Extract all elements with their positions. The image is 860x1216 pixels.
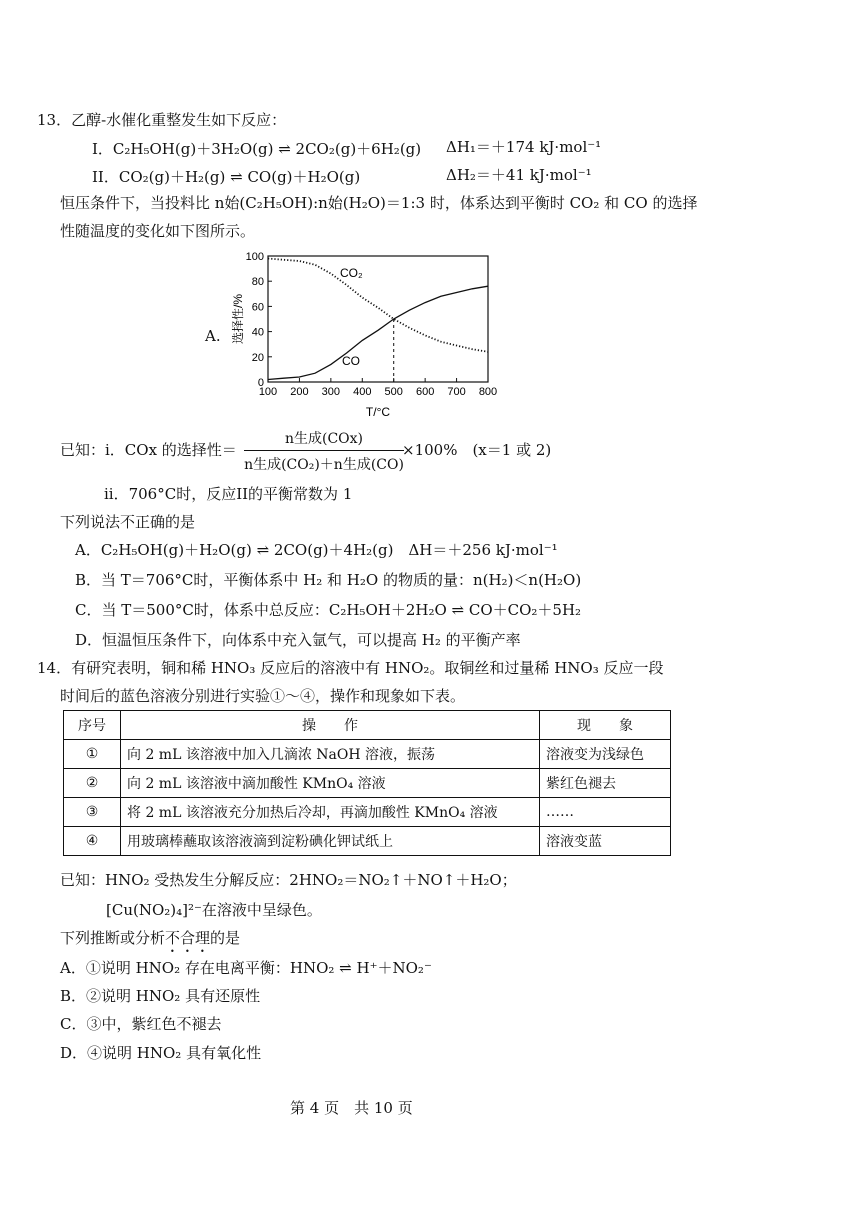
row-phenomenon: 溶液变蓝 — [540, 827, 671, 856]
plot-frame — [268, 256, 488, 382]
q13-option-b: B．当 T＝706°C时，平衡体系中 H₂ 和 H₂O 的物质的量：n(H₂)＜n(H₂O) — [75, 571, 582, 589]
known-ii: ii．706°C时，反应II的平衡常数为 1 — [104, 485, 353, 503]
row-phenomenon: 溶液变为浅绿色 — [540, 740, 671, 769]
x-axis-title: T/°C — [365, 405, 391, 419]
fraction-tail: ×100% (x＝1 或 2) — [402, 441, 552, 459]
y-tick-label: 80 — [251, 276, 264, 289]
q14-stem-line2: 时间后的蓝色溶液分别进行实验①～④，操作和现象如下表。 — [60, 687, 466, 705]
figure-option-label: A. — [205, 327, 221, 345]
q14-known-2: [Cu(NO₂)₄]²⁻在溶液中呈绿色。 — [106, 901, 322, 919]
table-header-row — [64, 711, 671, 740]
row-operation: 向 2 mL 该溶液中加入几滴浓 NaOH 溶液，振荡 — [121, 740, 540, 769]
row-index: ③ — [64, 798, 121, 827]
q14-option-d: D．④说明 HNO₂ 具有氧化性 — [60, 1044, 262, 1062]
page-footer: 第 4 页 共 10 页 — [290, 1099, 413, 1117]
y-tick-label: 0 — [257, 377, 264, 389]
y-tick-label: 40 — [251, 326, 264, 339]
row-phenomenon: 紫红色褪去 — [540, 769, 671, 798]
fraction-numerator: n生成(COx) — [284, 431, 364, 447]
y-tick-label: 100 — [245, 251, 264, 263]
x-tick-label: 400 — [353, 386, 372, 398]
table-row — [64, 827, 671, 856]
header-index: 序号 — [64, 711, 121, 740]
fraction-bar — [244, 450, 404, 451]
x-tick-label: 800 — [478, 386, 498, 398]
series-line-co — [268, 286, 488, 379]
header-phenomenon: 现 象 — [540, 711, 671, 740]
q13-reaction-1-enthalpy: ΔH₁＝＋174 kJ·mol⁻¹ — [446, 138, 602, 156]
fraction-denominator: n生成(CO₂)＋n生成(CO) — [244, 457, 404, 473]
row-index: ④ — [64, 827, 121, 856]
series-label-co2: CO₂ — [340, 266, 363, 280]
q13-ask: 下列说法不正确的是 — [60, 513, 196, 531]
header-operation: 操 作 — [121, 711, 540, 740]
row-phenomenon: …… — [540, 798, 671, 827]
q13-reaction-2-enthalpy: ΔH₂＝＋41 kJ·mol⁻¹ — [446, 166, 592, 184]
x-tick-label: 500 — [384, 386, 403, 398]
row-operation: 向 2 mL 该溶液中滴加酸性 KMnO₄ 溶液 — [121, 769, 540, 798]
q14-known-1: 已知：HNO₂ 受热发生分解反应：2HNO₂＝NO₂↑＋NO↑＋H₂O； — [60, 871, 517, 889]
row-index: ① — [64, 740, 121, 769]
q13-option-a: A．C₂H₅OH(g)＋H₂O(g) ⇌ 2CO(g)＋4H₂(g) ΔH＝＋256 kJ·mol⁻¹ — [75, 541, 558, 559]
x-tick-label: 100 — [258, 386, 278, 398]
q14-stem-line1: 14．有研究表明，铜和稀 HNO₃ 反应后的溶液中有 HNO₂。取铜丝和过量稀 HNO₃ 反应一段 — [37, 659, 664, 677]
q13-condition-line2: 性随温度的变化如下图所示。 — [60, 222, 256, 240]
x-tick-label: 700 — [447, 386, 466, 398]
y-tick-label: 20 — [251, 351, 264, 364]
q14-ask-emphasis: 不合理 — [165, 929, 211, 947]
selectivity-chart — [220, 244, 520, 424]
q13-reaction-2: II．CO₂(g)＋H₂(g) ⇌ CO(g)＋H₂O(g) — [92, 168, 361, 186]
q13-reaction-1: I．C₂H₅OH(g)＋3H₂O(g) ⇌ 2CO₂(g)＋6H₂(g) — [92, 140, 422, 158]
q14-ask-pre: 下列推断或分析 — [60, 929, 166, 947]
q13-condition-line1: 恒压条件下，当投料比 n始(C₂H₅OH):n始(H₂O)＝1:3 时，体系达到平衡时 CO₂ 和 CO 的选择 — [60, 194, 698, 212]
experiment-table — [63, 710, 671, 856]
known-i-prefix: 已知：i．COx 的选择性＝ — [60, 441, 237, 459]
q14-option-a: A．①说明 HNO₂ 存在电离平衡：HNO₂ ⇌ H⁺＋NO₂⁻ — [60, 959, 432, 977]
row-operation: 将 2 mL 该溶液充分加热后冷却，再滴加酸性 KMnO₄ 溶液 — [121, 798, 540, 827]
row-operation: 用玻璃棒蘸取该溶液滴到淀粉碘化钾试纸上 — [121, 827, 540, 856]
q13-option-d: D．恒温恒压条件下，向体系中充入氩气，可以提高 H₂ 的平衡产率 — [75, 631, 521, 649]
q14-option-c: C．③中，紫红色不褪去 — [60, 1015, 222, 1033]
y-tick-label: 60 — [251, 301, 264, 314]
x-tick-label: 300 — [321, 386, 341, 398]
q14-ask — [60, 928, 240, 956]
y-axis-title: 选择性/% — [231, 293, 245, 345]
table-row — [64, 769, 671, 798]
q13-stem: 13．乙醇-水催化重整发生如下反应： — [37, 111, 287, 129]
series-label-co: CO — [342, 354, 360, 368]
x-tick-label: 200 — [290, 386, 309, 398]
row-index: ② — [64, 769, 121, 798]
x-tick-label: 600 — [415, 386, 435, 398]
table-row — [64, 798, 671, 827]
q13-option-c: C．当 T＝500°C时，体系中总反应：C₂H₅OH＋2H₂O ⇌ CO＋CO₂＋5H₂ — [75, 601, 582, 619]
q14-ask-post: 的是 — [210, 929, 241, 947]
series-line-co2 — [268, 259, 488, 352]
table-row — [64, 740, 671, 769]
q14-option-b: B．②说明 HNO₂ 具有还原性 — [60, 987, 261, 1005]
